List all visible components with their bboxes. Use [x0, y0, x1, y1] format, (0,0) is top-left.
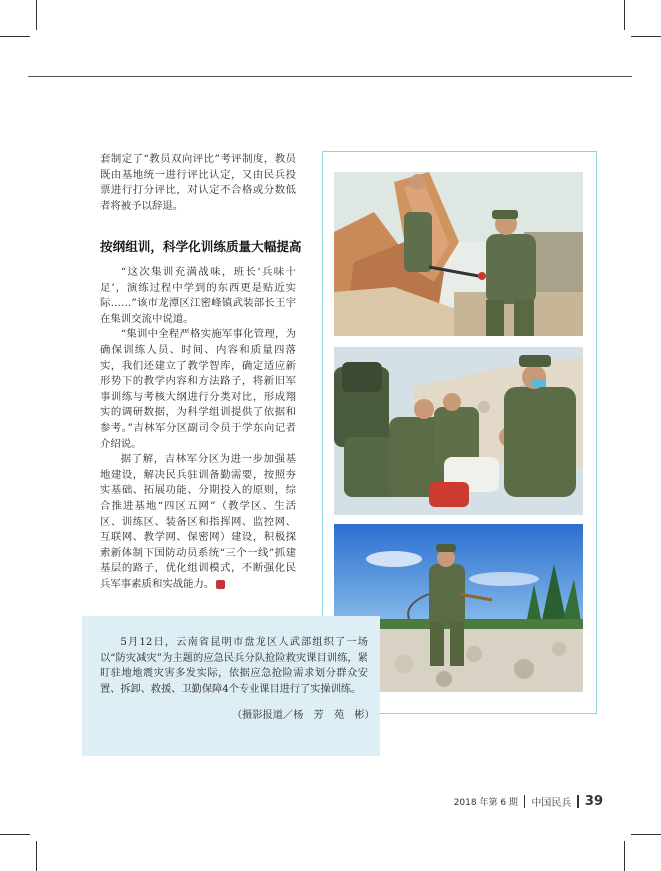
crop-mark [36, 0, 37, 30]
header-rule [28, 76, 632, 77]
photo-caption-box [82, 616, 380, 756]
section-heading: 按纲组训，科学化训练质量大幅提高 [100, 239, 302, 254]
paragraph: 套制定了“教员双向评比”考评制度，教员既由基地统一进行评比认定，又由民兵投票进行打分评比，对认定不合格或分数低者将被予以辞退。 [100, 153, 296, 212]
crop-mark [36, 841, 37, 871]
crop-mark [631, 834, 661, 835]
paragraph-text: 据了解，吉林军分区为进一步加强基地建设，解决民兵驻训备勤需要，按照夯实基础、拓展功能、分期投入的原则，综合推进基地“四区五网”（教学区、生活区、训练区、装备区和指挥网、监控网、互联网、教学网、保密网）建设，积极探索新体制下国防动员系统“三个一线”抓建基层的路子，优化组训模式，不断强化民兵军事素质和实战能力。 [100, 453, 296, 590]
article-body [100, 265, 296, 592]
caption-text: 5月12日，云南省昆明市盘龙区人武部组织了一场以“防灾减灾”为主题的应急民兵分队抢险救灾课目训练，紧盯驻地地震灾害多发实际，依据应急抢险需求划分群众安置、拆卸、救援、卫勤保障4个专业课目进行了实操训练。 [100, 637, 368, 695]
footer-divider [577, 795, 579, 808]
magazine-name: 中国民兵 [531, 798, 572, 809]
crop-mark [624, 841, 625, 871]
paragraph: “集训中全程严格实施军事化管理，为确保训练人员、时间、内容和质量四落实，我们还建立了教学智库，确定适应新形势下的教学内容和方法路子，将新旧军事训练与考核大纲进行分类对比，形成翔实的调研数据，为科学组训提供了依据和参考。”吉林军分区副司令员于学东向记者介绍说。 [100, 328, 296, 450]
paragraph: “这次集训充满战味，班长‘兵味十足’，演练过程中学到的东西更是贴近实际……”该市龙潭区江密峰镇武装部长王宇在集训交流中说道。 [100, 266, 296, 325]
crop-mark [631, 36, 661, 37]
paragraph [100, 452, 296, 592]
footer-divider [524, 795, 526, 808]
page-number: 39 [584, 794, 603, 809]
crop-mark [0, 36, 30, 37]
crop-mark [624, 0, 625, 30]
photo-rubble-drilling [334, 172, 583, 336]
article-intro [100, 152, 296, 214]
end-mark-icon: 员 [216, 580, 225, 589]
photo-rescue-injured [334, 347, 583, 515]
page-footer [454, 794, 603, 809]
crop-mark [0, 834, 30, 835]
photo-caption [100, 635, 368, 697]
issue-number: 2018 年第 6 期 [453, 798, 518, 808]
photo-credit: （摄影报道／杨 芳 苑 彬） [232, 710, 375, 721]
